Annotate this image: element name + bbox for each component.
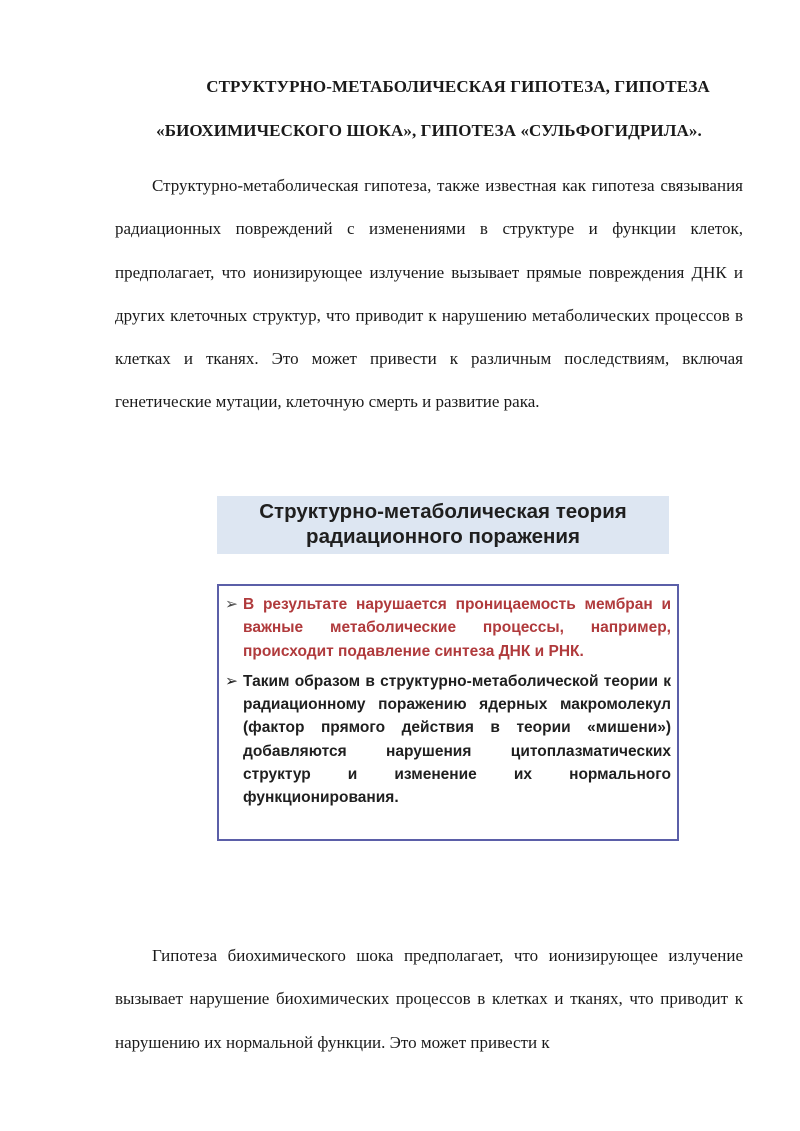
- section-heading-line-1: СТРУКТУРНО-МЕТАБОЛИЧЕСКАЯ ГИПОТЕЗА, ГИПОТЕЗА: [206, 77, 710, 96]
- figure-bullet-1-text: В результате нарушается проницаемость мембран и важные метаболические процессы, например, происходит подавление синтеза ДНК и РНК.: [243, 596, 671, 660]
- figure-structural-metabolic-theory: [217, 494, 681, 844]
- paragraph-biochemical-shock: Гипотеза биохимического шока предполагает, что ионизирующее излучение вызывает нарушение биохимических процессов в клетках и тканях, что приводит к нарушению их нормальной функции. Это может привести к: [115, 946, 743, 1052]
- figure-title-line-1: Структурно-метаболическая теория: [259, 500, 627, 523]
- figure-title: [217, 496, 669, 554]
- section-heading-line-2: «БИОХИМИЧЕСКОГО ШОКА», ГИПОТЕЗА «СУЛЬФОГИДРИЛА».: [156, 121, 702, 140]
- paragraph-structural-metabolic: Структурно-метаболическая гипотеза, также известная как гипотеза связывания радиационных повреждений с изменениями в структуре и функции клеток, предполагает, что ионизирующее излучение вызывает прямые повреждения ДНК и других клеточных структур, что приводит к нарушению метаболических процессов в клетках и тканях. Это может привести к различным последствиям, включая генетические мутации, клеточную смерть и развитие рака.: [115, 176, 743, 412]
- figure-bullet-1: [225, 593, 671, 663]
- figure-bullet-2: [225, 670, 671, 810]
- figure-title-line-2: радиационного поражения: [306, 525, 580, 548]
- arrow-bullet-icon: ➢: [225, 596, 238, 613]
- arrow-bullet-icon: ➢: [225, 672, 238, 690]
- figure-bullet-box: [217, 584, 679, 841]
- figure-bullet-2-text: Таким образом в структурно-метаболической теории к радиационному поражению ядерных макромолекул (фактор прямого действия в теории «мишени») добавляются нарушения цитоплазматических структур и изменение их нормального функционирования.: [243, 672, 671, 807]
